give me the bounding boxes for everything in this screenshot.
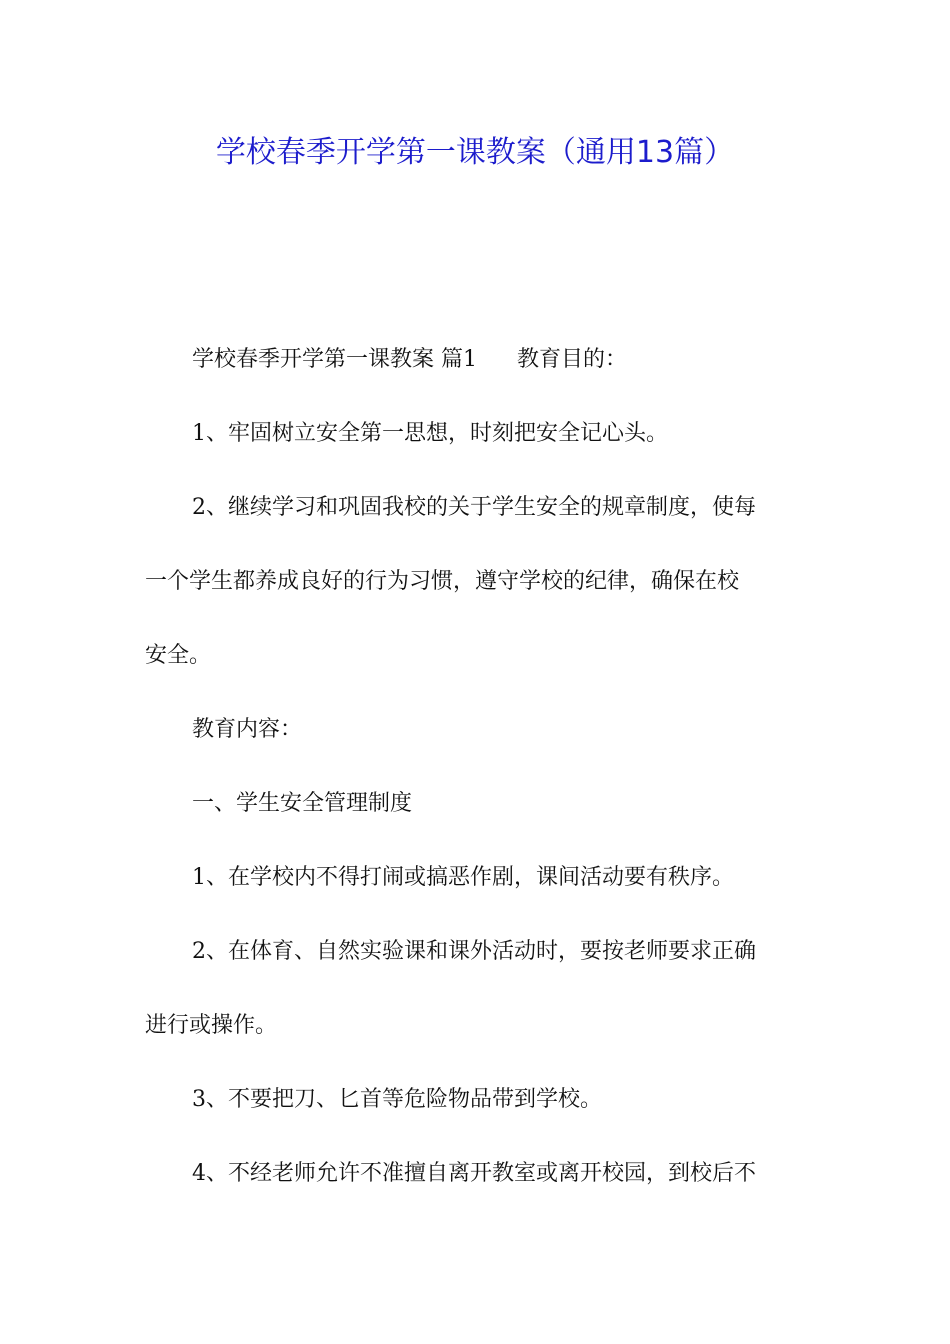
paragraph-line: 2、在体育、自然实验课和课外活动时，要按老师要求正确	[192, 939, 756, 964]
paragraph-line: 4、不经老师允许不准擅自离开教室或离开校园，到校后不	[192, 1161, 756, 1186]
paragraph-line: 进行或操作。	[145, 1013, 278, 1038]
document-title: 学校春季开学第一课教案（通用13篇）	[215, 135, 735, 170]
paragraph-line: 1、在学校内不得打闹或搞恶作剧，课间活动要有秩序。	[192, 865, 734, 890]
section-heading: 学校春季开学第一课教案 篇1	[192, 347, 477, 372]
document-body	[145, 323, 810, 1211]
paragraph-line: 一、学生安全管理制度	[192, 791, 413, 816]
paragraph-line: 教育内容：	[192, 717, 303, 742]
paragraph-line: 安全。	[145, 643, 212, 668]
paragraph-line: 1、牢固树立安全第一思想，时刻把安全记心头。	[192, 421, 668, 446]
paragraph-line: 一个学生都养成良好的行为习惯，遵守学校的纪律，确保在校	[145, 569, 740, 594]
paragraph-line: 3、不要把刀、匕首等危险物品带到学校。	[192, 1087, 602, 1112]
paragraph-line: 2、继续学习和巩固我校的关于学生安全的规章制度，使每	[192, 495, 756, 520]
paragraph-line	[145, 323, 810, 397]
section-subheading: 教育目的：	[517, 347, 628, 372]
